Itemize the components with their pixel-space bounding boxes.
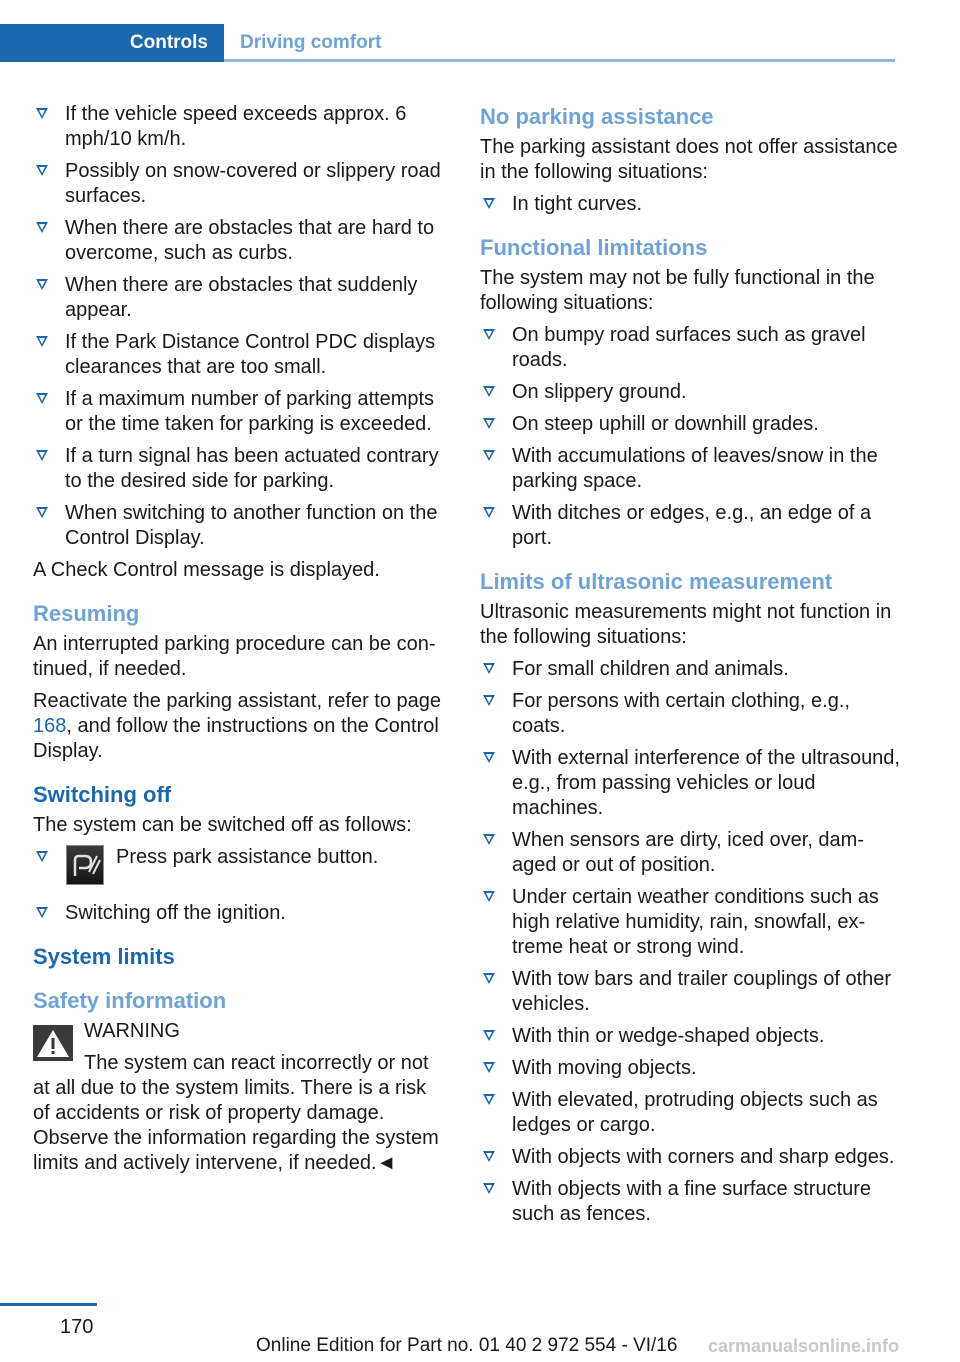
reactivate-paragraph: Reactivate the parking assistant, refer to page 168, and follow the instructions on the Control Display. bbox=[33, 690, 442, 762]
tab-controls[interactable]: Controls bbox=[0, 24, 224, 62]
list-item: For persons with certain clothing, e.g., coats. bbox=[480, 689, 900, 739]
list-item: When switching to another function on the Control Display. bbox=[33, 501, 448, 551]
list-item: When there are obstacles that suddenly appear. bbox=[33, 273, 448, 323]
triangle-bullet-icon bbox=[483, 507, 495, 518]
list-item: With elevated, protruding objects such as ledges or cargo. bbox=[480, 1088, 900, 1138]
triangle-bullet-icon bbox=[483, 1183, 495, 1194]
triangle-bullet-icon bbox=[483, 450, 495, 461]
triangle-bullet-icon bbox=[483, 973, 495, 984]
list-item: Possibly on snow-covered or slippery road surfaces. bbox=[33, 159, 448, 209]
header-divider bbox=[224, 59, 895, 62]
right-column bbox=[480, 102, 900, 1234]
triangle-bullet-icon bbox=[36, 393, 48, 404]
triangle-bullet-icon bbox=[483, 418, 495, 429]
list-item: With tow bars and trailer couplings of other vehicles. bbox=[480, 967, 900, 1017]
list-item: With objects with corners and sharp edges. bbox=[480, 1145, 900, 1170]
triangle-bullet-icon bbox=[36, 907, 48, 918]
triangle-bullet-icon bbox=[483, 1094, 495, 1105]
list-item: If a maximum number of parking attempts or the time taken for parking is exceeded. bbox=[33, 387, 448, 437]
functional-limitations-heading: Functional limitations bbox=[480, 235, 708, 260]
abort-conditions-list bbox=[33, 102, 448, 551]
triangle-bullet-icon bbox=[483, 1062, 495, 1073]
list-item: With accumulations of leaves/snow in the parking space. bbox=[480, 444, 900, 494]
triangle-bullet-icon bbox=[483, 695, 495, 706]
ultrasonic-list bbox=[480, 657, 900, 1227]
list-item: For small children and animals. bbox=[480, 657, 900, 682]
warning-title: WARNING bbox=[84, 1020, 180, 1042]
triangle-bullet-icon bbox=[483, 386, 495, 397]
triangle-bullet-icon bbox=[483, 329, 495, 340]
list-item: With thin or wedge-shaped objects. bbox=[480, 1024, 900, 1049]
triangle-bullet-icon bbox=[483, 891, 495, 902]
triangle-bullet-icon bbox=[483, 198, 495, 209]
triangle-bullet-icon bbox=[483, 834, 495, 845]
list-item: When there are obstacles that are hard to overcome, such as curbs. bbox=[33, 216, 448, 266]
page-header bbox=[0, 24, 895, 62]
triangle-bullet-icon bbox=[483, 752, 495, 763]
list-item: With ditches or edges, e.g., an edge of a port. bbox=[480, 501, 900, 551]
triangle-bullet-icon bbox=[36, 222, 48, 233]
list-item: If the vehicle speed exceeds approx. 6 mph/10 km/h. bbox=[33, 102, 448, 152]
switching-off-intro: The system can be switched off as follows: bbox=[33, 814, 412, 836]
list-item: On steep uphill or downhill grades. bbox=[480, 412, 900, 437]
triangle-bullet-icon bbox=[483, 1151, 495, 1162]
list-item: On bumpy road surfaces such as gravel roads. bbox=[480, 323, 900, 373]
safety-information-heading: Safety information bbox=[33, 988, 227, 1013]
list-item: With objects with a fine surface structure such as fences. bbox=[480, 1177, 900, 1227]
list-item: In tight curves. bbox=[480, 192, 900, 217]
functional-list bbox=[480, 323, 900, 551]
ultrasonic-limits-heading: Limits of ultrasonic measurement bbox=[480, 569, 833, 594]
system-limits-heading: System limits bbox=[33, 944, 175, 969]
park-assistance-button-icon bbox=[66, 845, 104, 885]
warning-body: The system can react incorrectly or not at all due to the system limits. There is a risk of accidents or risk of property damage. Observe the information regarding the system limits and actively intervene, if needed.◄ bbox=[33, 1052, 439, 1174]
press-button-text: Press park assistance button. bbox=[116, 846, 379, 868]
list-item: With moving objects. bbox=[480, 1056, 900, 1081]
tab-driving-comfort[interactable]: Driving comfort bbox=[240, 32, 382, 53]
triangle-bullet-icon bbox=[36, 336, 48, 347]
triangle-bullet-icon bbox=[483, 1030, 495, 1041]
warning-block bbox=[33, 1019, 448, 1176]
list-item bbox=[33, 845, 448, 895]
list-item: Switching off the ignition. bbox=[33, 901, 448, 926]
left-column bbox=[33, 102, 448, 1183]
watermark: carmanualsonline.info bbox=[708, 1336, 900, 1356]
list-item: If a turn signal has been actuated contrary to the desired side for parking. bbox=[33, 444, 448, 494]
page-reference-link[interactable]: 168 bbox=[33, 715, 67, 737]
warning-triangle-icon bbox=[33, 1025, 73, 1061]
triangle-bullet-icon bbox=[36, 279, 48, 290]
list-item: When sensors are dirty, iced over, damaged or out of position. bbox=[480, 828, 900, 878]
no-parking-intro: The parking assistant does not offer assistance in the following situations: bbox=[480, 136, 898, 183]
resuming-heading: Resuming bbox=[33, 601, 140, 626]
functional-intro: The system may not be fully functional in the following situations: bbox=[480, 267, 875, 314]
no-parking-assistance-heading: No parking assistance bbox=[480, 104, 714, 129]
triangle-bullet-icon bbox=[36, 165, 48, 176]
triangle-bullet-icon bbox=[483, 663, 495, 674]
list-item: If the Park Distance Control PDC displays clearances that are too small. bbox=[33, 330, 448, 380]
triangle-bullet-icon bbox=[36, 507, 48, 518]
switching-off-heading: Switching off bbox=[33, 782, 172, 807]
list-item: With external interference of the ultrasound, e.g., from passing vehicles or loud machines. bbox=[480, 746, 900, 821]
ultrasonic-intro: Ultrasonic measurements might not function in the following situations: bbox=[480, 601, 892, 648]
check-control-text: A Check Control message is displayed. bbox=[33, 559, 380, 581]
edition-text: Online Edition for Part no. 01 40 2 972 554 - VI/16 bbox=[256, 1335, 678, 1356]
list-item: On slippery ground. bbox=[480, 380, 900, 405]
triangle-bullet-icon bbox=[36, 851, 48, 862]
triangle-bullet-icon bbox=[36, 108, 48, 119]
list-item: Under certain weather conditions such as high relative humidity, rain, snowfall, extreme heat or strong wind. bbox=[480, 885, 900, 960]
switching-off-list bbox=[33, 901, 448, 926]
page-number: 170 bbox=[60, 1316, 94, 1338]
footer-divider bbox=[0, 1303, 97, 1306]
triangle-bullet-icon bbox=[36, 450, 48, 461]
resuming-paragraph: An interrupted parking procedure can be continued, if needed. bbox=[33, 633, 436, 680]
no-parking-list bbox=[480, 192, 900, 217]
